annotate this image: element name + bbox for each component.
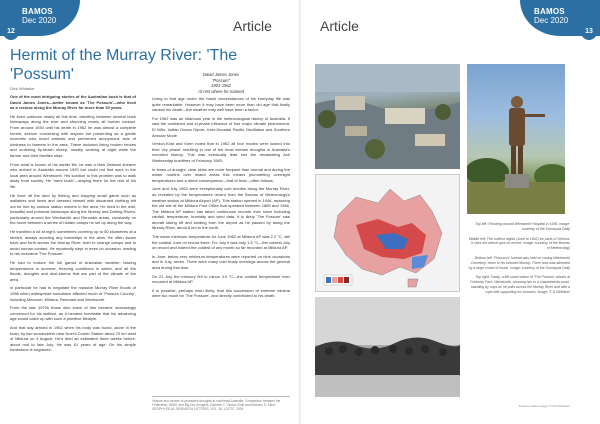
page-number-left: 12	[3, 24, 19, 40]
section-label-left: Article	[233, 18, 272, 34]
map-illustration	[316, 175, 460, 292]
flood-photo	[315, 64, 460, 169]
text-column-1	[10, 94, 136, 419]
paragraph: It is possible, perhaps even likely, that this succession of extreme minima were too much for 'The Possum', and directly contributed to his death.	[152, 287, 290, 299]
paragraph: June and July 1962 were exceptionally cold months along the Murray River, as revealed by the temperatures record from the Bureau of Meteorology's weather station at Mildura Airport (AP). This station opened in 1946, replacing the old site at the Mildura Post Office that operated between 1889 and 1946. The Mildura AP station has taken continuous records ever since including rainfall, temperature, humidity and wind data. It is likely 'The Possum' saw aircraft taking off and landing from the airport as he passed by along the Murray River, about 8 km to the north.	[152, 186, 290, 231]
caption: Bottom left: 'Possum's' funeral was held on casing Wentworth Cemetery, close to his beloved Murray. There was was attended by a large crowd of locals. Image: courtesy of the Sunraysia Daily	[468, 255, 570, 270]
paragraph: In times of drought, clear skies are more frequent than normal and during the winter months over inland areas this means plummeting overnight temperatures and a direct consequence—that of frost—often follows.	[152, 166, 290, 183]
section-label-right: Article	[320, 18, 359, 34]
paragraph: And that day arrived in 1962 when his body was found, alone in the bush, by two woodcutters near Noel's Corner Station about 70 km west of Mildura on 4 August. He'd died an estimated three weeks before, about mid to late July. He was 61 years of age. On his simple tombstone is engraved:	[10, 324, 136, 353]
australia-temperature-map	[315, 174, 460, 292]
paragraph: He lived outdoors nearly all this time, traveling between several bush hideaways along the river and shunning nearly all human contact. From around 1930 until his death in 1962 he was almost a complete hermit, seldom conversing with anyone but presenting as a gentle eccentric who loved animals and performed anonymous acts of kindness to farmers in the area. These included fixing broken fences and crutching fly-blown sheep, usually working at night while the farmer and their families slept.	[10, 113, 136, 158]
caption: Top right: Today, a life-sized statue of 'The Possum' stands at Fotherby Park, Wentworth, showing him in a characteristic pose, standing by cups as he pulls across the Murray River and with a rope belt supporting his trousers. Image: © D Whitaker	[470, 275, 570, 294]
paragraph: In June, below zero minimum temperatures were reported on nine occasions and in July, seven. There were many cold frosty mornings across the general area during this time.	[152, 253, 290, 271]
possum-statue-photo	[467, 64, 565, 214]
paragraph: In particular he had to negotiate the massive Murray River floods of 1956 when widespread inundation affected much of 'Possum Country', including Mannum, Mildura, Renmark and Wentworth.	[10, 285, 136, 302]
photo-captions	[468, 222, 570, 300]
crowd-illustration	[315, 297, 460, 397]
caption: Top left: Flooding around Wentworth Hospital in 1956. Image: courtesy of the Sunraysia Daily	[475, 222, 570, 231]
paragraph: On 21 July the mercury fell to minus 4.0 °C—the coldest temperature ever recorded at Mildura AP.	[152, 273, 290, 285]
caption: Middle left: The coldest nights (June to 1962) for parts of Victoria. It sees the dense spot on record. Image: courtesy of the Bureau of Meteorology	[468, 236, 570, 251]
article-byline: Dick Whitaker	[10, 86, 35, 91]
page-number-right: 13	[581, 24, 597, 40]
article-title: Hermit of the Murray River: 'The 'Possum'	[10, 47, 238, 83]
paragraph: Verdon-Kidd and Kiem noted that in 1962 all four modes were locked into their 'dry phase' resulting in one of the most intense droughts in Australia's recorded history. This was eventually lead into the devastating Ash Wednesday bushfires of February 1983.	[152, 141, 290, 163]
paragraph: Living to that age under the harsh circumstances of his everyday life was quite remarkable. However it may have been more than old age that finally caused his death—the weather may well have been a factor.	[152, 96, 290, 113]
magazine-title-left: BAMOS	[22, 7, 53, 16]
inscription-epitaph: At rest where he roamed	[198, 88, 244, 94]
paragraph: The mean minimum temperature for June 1962 at Mildura AP was 2.2 °C, still the coldest June on record there. For July it was only 1.5 °C—the coldest July on record and indeed the coldest of any month so far recorded at Mildura AP.	[152, 234, 290, 251]
tombstone-inscription	[152, 72, 290, 94]
funeral-crowd-photo	[315, 297, 460, 397]
paragraph: He lived off the land by fishing and trapping small game such as wallabies and foxes and dressed himself with discarded clothing left out for him by various station owners in the area. He lived in the wild, beautiful and primeval landscape along the Murray and Darling Rivers, particularly around the Wentworth and Renmark areas, constantly on the move between a series of hidden camps he set up along the way.	[10, 192, 136, 226]
paragraph: He had to endure the full gamut of Australian weather: blazing temperatures in summer, freezing conditions in winter, and all the floods, droughts and dust-storms that are part of the climate of the area.	[10, 260, 136, 282]
inscription-alias: "Possum"	[211, 77, 231, 83]
footnote: ¹Nature and causes of protracted droughts in southeast Australia: Comparison between the Federation, WWII, and Big Dry droughts. Danielle C. Verdon-Kidd and Anthony S. Kiem. GEOPHYSICAL RESEARCH LETTERS, VOL. 36, L22707, 2009	[152, 396, 290, 412]
text-column-2	[152, 96, 290, 302]
statue-illustration	[467, 64, 565, 214]
image-credit: Possum statue image © Dick Whitaker	[518, 404, 570, 408]
page-gutter	[299, 0, 301, 424]
paragraph: From the late 1970s those who knew of him became increasingly concerned for his welfare, as it became inevitable that his advancing age would catch up with such a primitive lifestyle.	[10, 305, 136, 322]
magazine-title-right: BAMOS	[534, 7, 565, 16]
flood-photo-illustration	[315, 64, 460, 169]
issue-date-right: Dec 2020	[534, 16, 569, 25]
inscription-name: David James Jones	[202, 72, 240, 77]
paragraph: From what is known of his earlier life, he was a New Zealand shearer who arrived in Australia around 1920 but could not find work in the local area around Wentworth. His solution to this problem was to walk away from society. He "went bush"—staying there for the rest of his life.	[10, 161, 136, 189]
issue-date-left: Dec 2020	[22, 16, 57, 25]
paragraph: For 1962 was an infamous year in the meteorological history of Australia. It saw the combined and in-phase influence of four major climate phenomena: El Niño, Indian Ocean Dipole, Inter-Decadal Pacific Oscillation and Southern Annular Mode.	[152, 115, 290, 138]
inscription-years: 1901-1962	[210, 83, 232, 89]
paragraph: He travelled a lot at night, sometimes covering up to 50 kilometres at a stretch, always avoiding any townships in the area. He often swam back and forth across the Murray River, both to change camps and to avoid human contact. He reportedly slept in trees on occasion, leading to his nickname 'The Possum'.	[10, 229, 136, 257]
paragraph: One of the most intriguing stories of the Australian bush is that of David James Jones—better known as 'The Possum'—who lived as a recluse along the Murray River for more than 30 years.	[10, 94, 136, 111]
